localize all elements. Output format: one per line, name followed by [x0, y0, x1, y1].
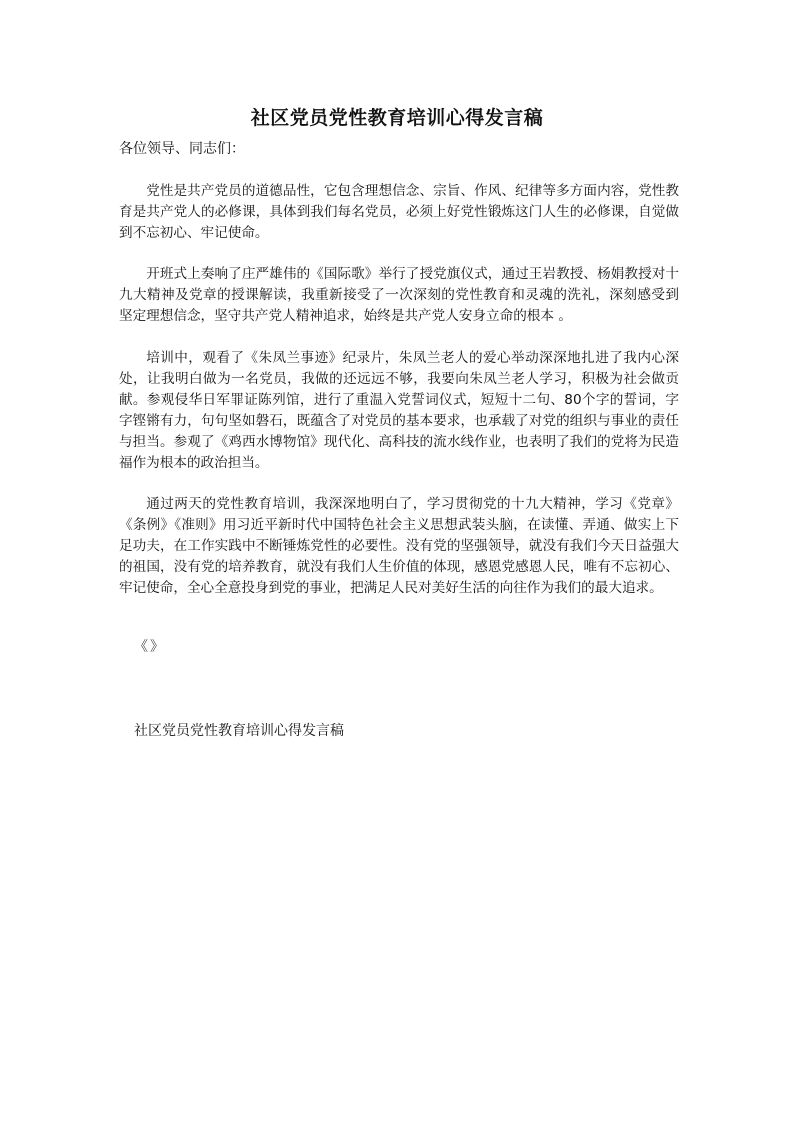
paragraph-1: 党性是共产党员的道德品性，它包含理想信念、宗旨、作风、纪律等多方面内容，党性教育是共产党人的必修课，具体到我们每名党员，必须上好党性锻炼这门人生的必修课，自觉做到不忘初心、牢记使命。 — [119, 183, 679, 241]
document-title: 社区党员党性教育培训心得发言稿 — [250, 107, 544, 129]
footer-title: 社区党员党性教育培训心得发言稿 — [134, 723, 344, 739]
paragraph-3: 培训中，观看了《朱凤兰事迹》纪录片，朱凤兰老人的爱心举动深深地扎进了我内心深处，让我明白做为一名党员，我做的还远远不够，我要向朱凤兰老人学习，积极为社会做贡献。参观侵华日军罪证陈列馆，进行了重温入党誓词仪式，短短十二句、80个字的誓词，字字铿锵有力，句句坚如磐石，既蕴含了对党员的基本要求，也承载了对党的组织与事业的责任与担当。参观了《鸡西水博物馆》现代化、高科技的流水线作业，也表明了我们的党将为民造福作为根本的政治担当。 — [119, 350, 679, 471]
salutation: 各位领导、同志们： — [119, 141, 245, 157]
empty-brackets: 《》 — [134, 639, 166, 655]
paragraph-4: 通过两天的党性教育培训，我深深地明白了，学习贯彻党的十九大精神，学习《党章》《条例》《准则》用习近平新时代中国特色社会主义思想武装头脑，在读懂、弄通、做实上下足功夫，在工作实践中不断锤炼党性的必要性。没有党的坚强领导，就没有我们今天日益强大的祖国，没有党的培养教育，就没有我们人生价值的体现，感恩党感恩人民，唯有不忘初心、牢记使命，全心全意投身到党的事业，把满足人民对美好生活的向往作为我们的最大追求。 — [119, 496, 679, 596]
paragraph-2: 开班式上奏响了庄严雄伟的《国际歌》举行了授党旗仪式，通过王岩教授、杨娟教授对十九大精神及党章的授课解读，我重新接受了一次深刻的党性教育和灵魂的洗礼，深刻感受到 坚定理想信念，坚守共产党人精神追求，始终是共产党人安身立命的根本 。 — [119, 266, 679, 324]
